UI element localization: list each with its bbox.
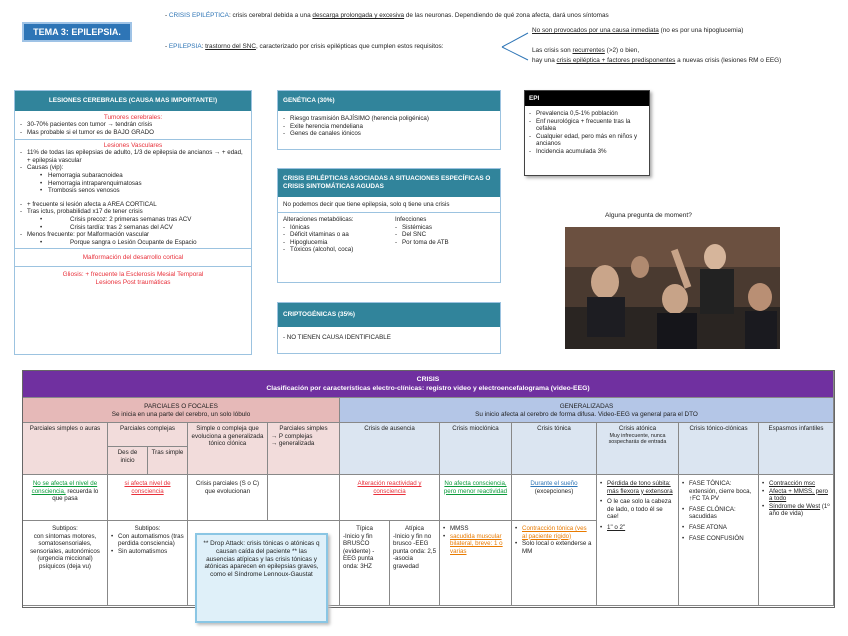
r2-mioclonica: • MMSS • sacudida muscular bilateral, breve: 1 o varias xyxy=(440,521,512,606)
metab-title: Alteraciones metabólicas: xyxy=(283,216,354,223)
epi-header: EPI xyxy=(525,91,649,106)
epi-item: - Enf neurológica + frecuente tras la cefalea xyxy=(529,118,645,133)
r1-atonica: • Pérdida de tono súbita: más flexora y extensora • O le cae solo la cabeza de lado, o todo él se cae! • 1" o 2" xyxy=(597,475,679,606)
r1-blank xyxy=(268,475,340,521)
requisito-1: No son provocados por una causa inmediata (no es por una hipoglucemia) xyxy=(532,27,744,34)
infec-item: - Del SNC xyxy=(395,231,449,239)
col-parc-simples: Parciales simples → P complejas → generalizada xyxy=(268,423,340,475)
metab-item: - Iónicas xyxy=(283,224,395,232)
vasc-item: - Causas (vip): xyxy=(20,164,246,172)
asociadas-box xyxy=(277,168,501,283)
infec-item: - Sistémicas xyxy=(395,224,449,232)
crisis-definition: - CRISIS EPILÉPTICA: crisis cerebral debida a una descarga prolongada y excesiva de las neuronas. Dependiendo de qué zona afecta, dará unos síntomas xyxy=(165,12,609,19)
lesiones-cerebrales-box xyxy=(14,90,252,355)
genetica-box xyxy=(277,90,501,150)
col-mioclonica: Crisis mioclónica xyxy=(440,423,512,475)
vasc-item: - 11% de todas las epilepsias de adulto, 1/3 de epilepsia de ancianos → + edad, + epilepsia vascular xyxy=(20,149,246,164)
tumores-title: Tumores cerebrales: xyxy=(103,114,163,121)
r1-complejas: si afecta nivel de consciencia xyxy=(108,475,188,521)
col-desde-inicio: Des de inicio xyxy=(108,447,148,475)
meeting-photo xyxy=(565,227,780,349)
col-ausencia: Crisis de ausencia xyxy=(340,423,440,475)
vasc-causa: • Hemorragia subaracnoidea xyxy=(20,172,246,180)
parciales-header: PARCIALES O FOCALES Se inicia en una parte del cerebro, un solo lóbulo xyxy=(23,398,340,423)
requisito-2: Las crisis son recurrentes (>2) o bien, xyxy=(532,47,640,54)
r2-simples: Subtipos: con síntomas motores, somatosensoriales, sensoriales, autonómicos (urgencia miccional) psíquicos (deja vu) xyxy=(23,521,108,606)
r2-atipica: Atípica -Inicio y fin no brusco -EEG punta onda: 2,5 -asocia gravedad xyxy=(390,521,440,606)
epi-box xyxy=(524,90,650,176)
tumor-item: - 30-70% pacientes con tumor → tendrán crisis xyxy=(20,121,246,129)
gliosis: Gliosis: + frecuente la Esclerosis Mesial Temporal Lesiones Post traumáticas xyxy=(15,266,251,291)
vasc-causa: • Hemorragia intraparenquimatosas xyxy=(20,180,246,188)
tumor-item: - Mas probable si el tumor es de BAJO GRADO xyxy=(20,129,246,137)
vasc-causa: • Trombosis senos venosos xyxy=(20,187,246,195)
epi-item: - Incidencia acumulada 3% xyxy=(529,148,645,156)
metab-item: - Tóxicos (alcohol, coca) xyxy=(283,246,395,254)
infec-item: - Por toma de ATB xyxy=(395,239,449,247)
metab-item: - Hipoglucemia xyxy=(283,239,395,247)
r1-mioclonica: No afecta consciencia, pero menor reactividad xyxy=(440,475,512,521)
generalizadas-header: GENERALIZADAS Su inicio afecta al cerebro de forma difusa. Video-EEG va general para el DTO xyxy=(340,398,834,423)
vasc-item: - Tras ictus, probabilidad x17 de tener crisis xyxy=(20,208,246,216)
drop-attack-note: ** Drop Attack: crisis tónicas o atónicas q causan caída del paciente ** las ausencias atípicas y las crisis tónicas y atónicas aparecen en epilepsias graves, como el Síndrome Lennoux-Gaustat xyxy=(195,533,328,623)
genetica-item: - Genes de canales iónicos xyxy=(283,130,495,138)
epilepsia-definition: - EPILEPSIA: trastorno del SNC, caracterizado por crisis epilépticas que cumplen estos requisitos: xyxy=(165,43,444,50)
r1-evoluciona: Crisis parciales (S o C) que evolucionan xyxy=(188,475,268,521)
photo-caption: Alguna pregunta de moment? xyxy=(605,212,692,219)
vasc-item: - Menos frecuente: por Malformación vascular xyxy=(20,231,246,239)
r1-simples: No se afecta el nivel de consciencia, recuerda lo que pasa xyxy=(23,475,108,521)
vasc-ictus: • Crisis precoz: 2 primeras semanas tras ACV xyxy=(20,216,246,224)
criptogenicas-header: CRIPTOGÉNICAS (35%) xyxy=(278,303,500,327)
criptogenicas-item: - NO TIENEN CAUSA IDENTIFICABLE xyxy=(283,334,391,341)
col-tonico-clonicas: Crisis tónico-clónicas xyxy=(679,423,759,475)
epi-item: - Prevalencia 0,5-1% población xyxy=(529,110,645,118)
criptogenicas-box xyxy=(277,302,501,354)
col-tras-simple: Tras simple xyxy=(148,447,188,475)
crisis-table xyxy=(22,370,835,608)
vasc-ictus: • Crisis tardía: tras 2 semanas del ACV xyxy=(20,224,246,232)
malformacion: Malformación del desarrollo cortical xyxy=(15,248,251,266)
crisis-header: CRISIS Clasificación por características electro-clínicas: registro video y electroencefalograma (video-EEG) xyxy=(23,371,834,398)
col-tonica: Crisis tónica xyxy=(512,423,597,475)
asociadas-intro: No podemos decir que tiene epilepsia, solo q tiene una crisis xyxy=(283,201,450,208)
r2-tipica: Típica -Inicio y fin BRUSCO (evidente) -EEG punta onda: 3HZ xyxy=(340,521,390,606)
r1-tonica: Durante el sueño (excepciones) xyxy=(512,475,597,521)
requisito-3: hay una crisis epiléptica + factores predisponentes a nuevas crisis (lesiones RM o EEG) xyxy=(532,57,782,64)
r2-complejas: Subtipos: • Con automatismos (tras perdida consciencia) • Sin automatismos xyxy=(108,521,188,606)
vasc-item: - + frecuente si lesión afecta a AREA CORTICAL xyxy=(20,201,246,209)
genetica-item: - Riesgo trasmisión BAJÍSIMO (herencia poligénica) xyxy=(283,115,495,123)
r1-tonico-clonicas: • FASE TÓNICA: extensión, cierre boca, ↑FC TA PV • FASE CLÓNICA: sacudidas • FASE ATONA • FASE CONFUSIÓN xyxy=(679,475,759,606)
infec-title: Infecciones xyxy=(395,216,427,223)
col-espasmos: Espasmos infantiles xyxy=(759,423,834,475)
r1-espasmos: • Contracción msc • Afecta + MMSS, pero a todo • Síndrome de West (1º año de vida) xyxy=(759,475,834,606)
epi-item: - Cualquier edad, pero más en niños y ancianos xyxy=(529,133,645,148)
col-simple-compleja: Simple o compleja que evoluciona a generalizada tónico clónica xyxy=(188,423,268,475)
lesiones-header: LESIONES CEREBRALES (CAUSA MAS IMPORTANTE!) xyxy=(15,91,251,111)
col-complejas: Parciales complejas xyxy=(108,423,188,447)
r1-ausencia: Alteración reactividad y consciencia xyxy=(340,475,440,521)
r2-tonica: • Contracción tónica (ves al paciente rígido) • Solo local o extenderse a MM xyxy=(512,521,597,606)
page-title: TEMA 3: EPILEPSIA. xyxy=(22,22,132,42)
brace-arrows xyxy=(500,30,532,64)
genetica-header: GENÉTICA (30%) xyxy=(278,91,500,111)
col-simples: Parciales simples o auras xyxy=(23,423,108,475)
genetica-item: - Exite herencia mendeliana xyxy=(283,123,495,131)
vasc-loe: • Porque sangra o Lesión Ocupante de Espacio xyxy=(20,239,246,247)
metab-item: - Déficit vitaminas o aa xyxy=(283,231,395,239)
vasculares-title: Lesiones Vasculares xyxy=(103,142,163,150)
col-atonica: Crisis atónica Muy infrecuente, nunca sospecharás de entrada xyxy=(597,423,679,475)
asociadas-header: CRISIS EPILÉPTICAS ASOCIADAS A SITUACIONES ESPECÍFICAS O CRISIS SINTOMÁTICAS AGUDAS xyxy=(278,169,500,197)
